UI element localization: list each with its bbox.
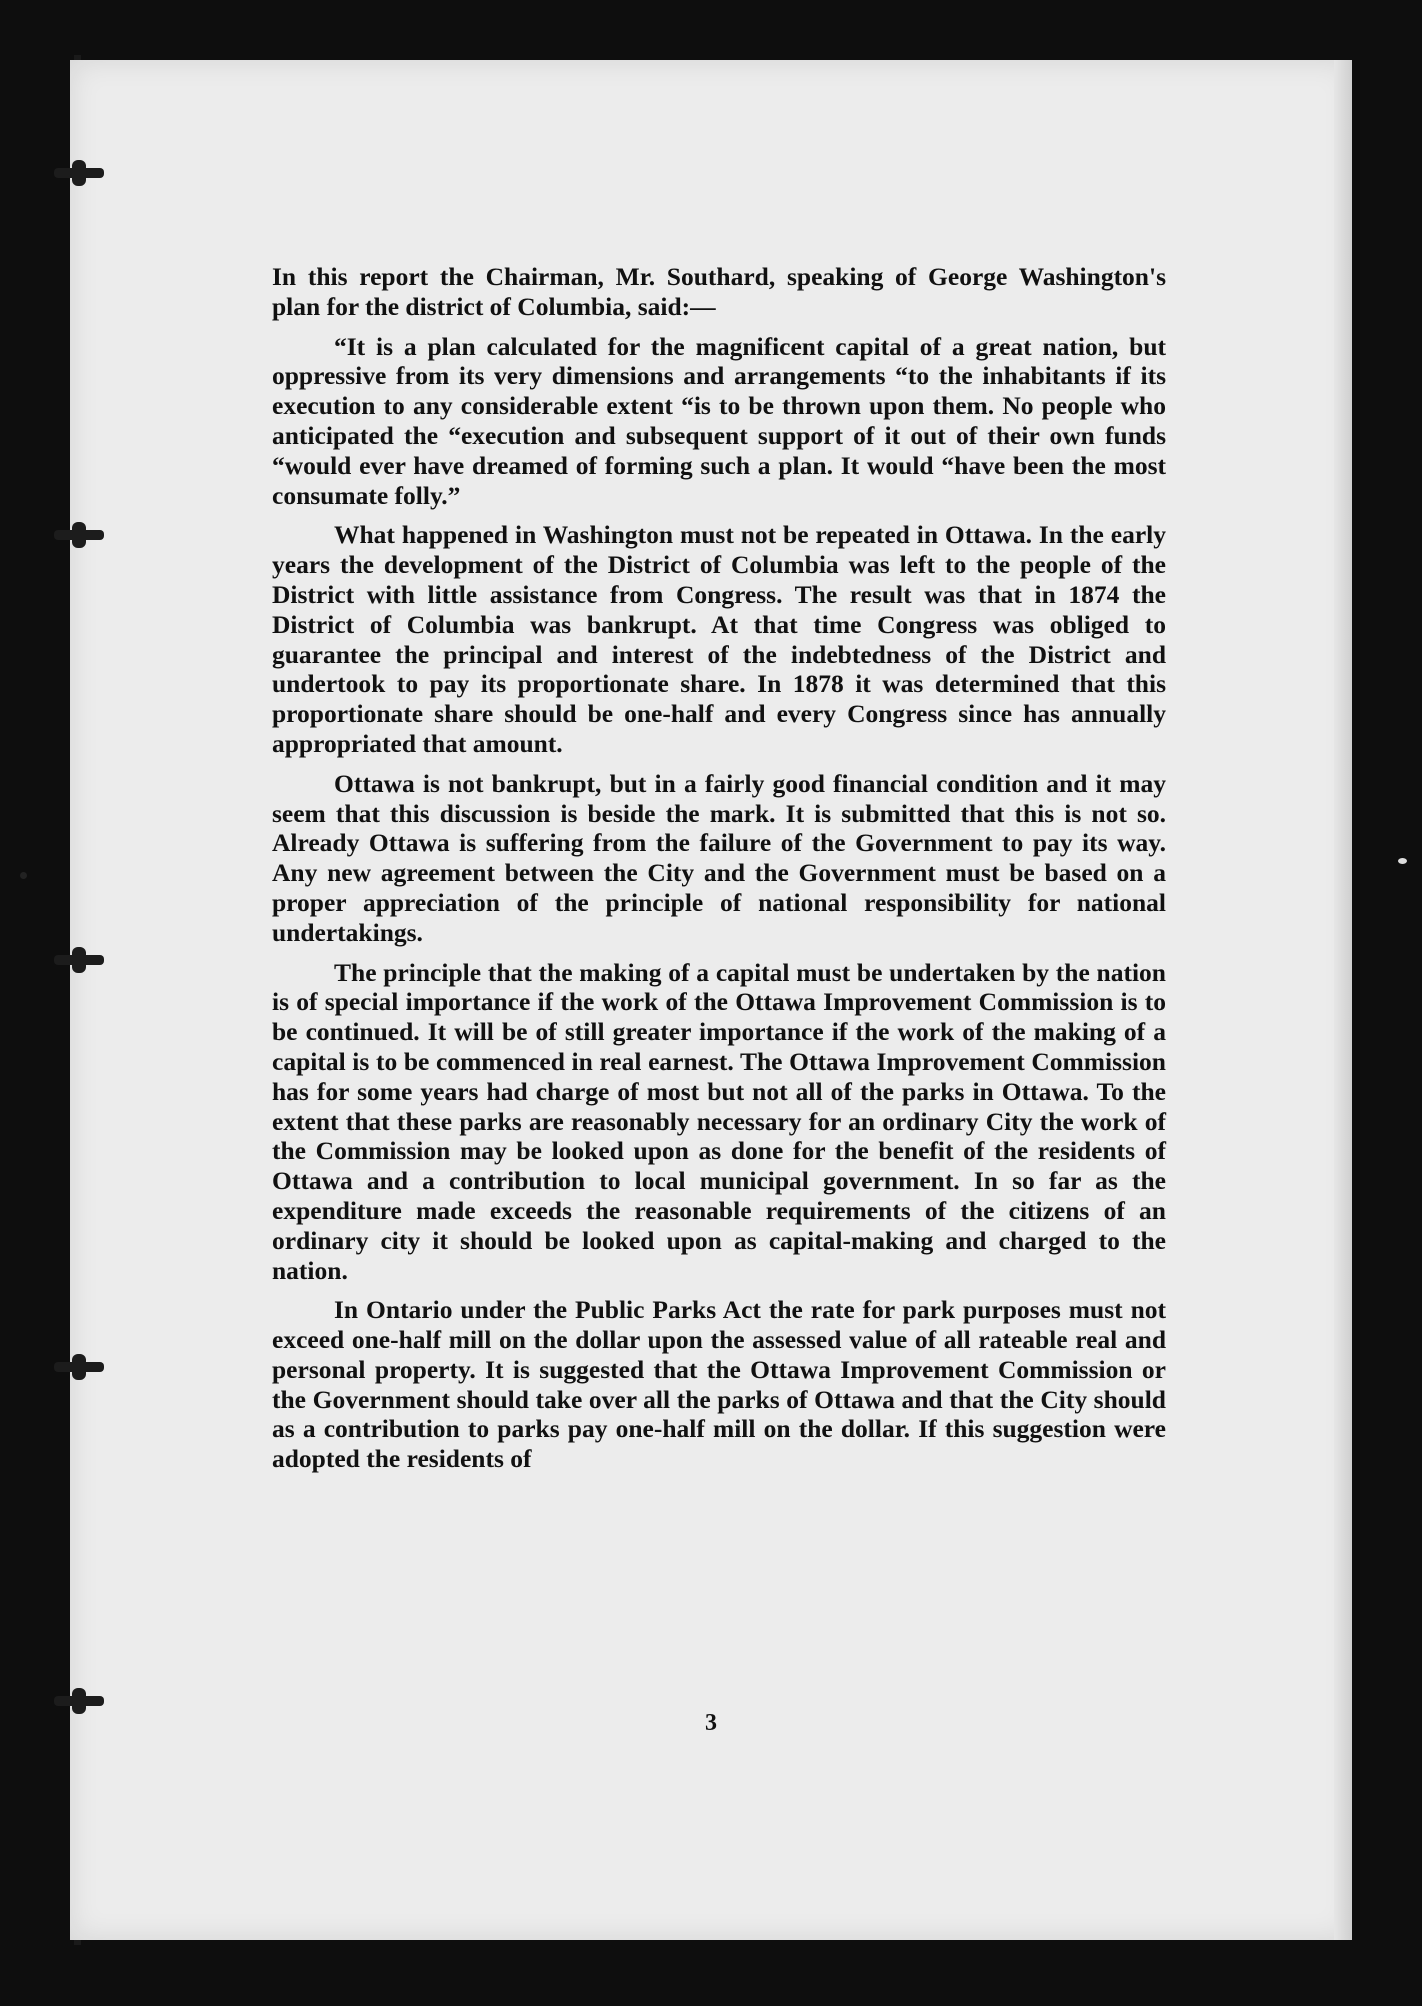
binding-stitch [54,1362,104,1372]
binding-stitch [54,955,104,965]
paragraph: “It is a plan calculated for the magnificent capital of a great nation, but oppressive from its very dimensions and arrangements “to the inhabitants if its execution to any considerable extent “is to be thrown upon them. No people who anticipated the “execution and subsequent support of it out of their own funds “would ever have dreamed of forming such a plan. It would “have been the most consumate folly.” [272,331,1166,510]
paragraph: Ottawa is not bankrupt, but in a fairly good financial condition and it may seem that this discussion is beside the mark. It is submitted that this is not so. Already Ottawa is suffering from the failure of the Government to pay its way. Any new agreement between the City and the Government must be based on a proper appreciation of the principle of national responsibility for national undertakings. [272,768,1166,947]
body-text [272,262,1166,1484]
page-number: 3 [705,1710,717,1736]
scan-speck [20,872,27,879]
page-edge [1334,60,1352,1940]
paragraph: In Ontario under the Public Parks Act the rate for park purposes must not exceed one-half mill on the dollar upon the assessed value of all rateable real and personal property. It is suggested that the Ottawa Improvement Commission or the Government should take over all the parks of Ottawa and that the City should as a contribution to parks pay one-half mill on the dollar. If this suggestion were adopted the residents of [272,1295,1166,1474]
binding-stitch [54,1696,104,1706]
paragraph: What happened in Washington must not be repeated in Ottawa. In the early years the development of the District of Columbia was left to the people of the District with little assistance from Congress. The result was that in 1874 the District of Columbia was bankrupt. At that time Congress was obliged to guarantee the principal and interest of the indebtedness of the District and undertook to pay its proportionate share. In 1878 it was determined that this proportionate share should be one-half and every Congress since has annually appropriated that amount. [272,520,1166,758]
binding-stitch [54,168,104,178]
scan-speck [1398,858,1407,864]
paragraph: The principle that the making of a capital must be undertaken by the nation is of special importance if the work of the Ottawa Improvement Commission is to be continued. It will be of still greater importance if the work of the making of a capital is to be commenced in real earnest. The Ottawa Improvement Commission has for some years had charge of most but not all of the parks in Ottawa. To the extent that these parks are reasonably necessary for an ordinary City the work of the Commission may be looked upon as done for the benefit of the residents of Ottawa and a contribution to local municipal government. In so far as the expenditure made exceeds the reasonable requirements of the citizens of an ordinary city it should be looked upon as capital-making and charged to the nation. [272,957,1166,1285]
paragraph: In this report the Chairman, Mr. Southard, speaking of George Washington's plan for the district of Columbia, said:— [272,262,1166,321]
binding-stitch [54,530,104,540]
